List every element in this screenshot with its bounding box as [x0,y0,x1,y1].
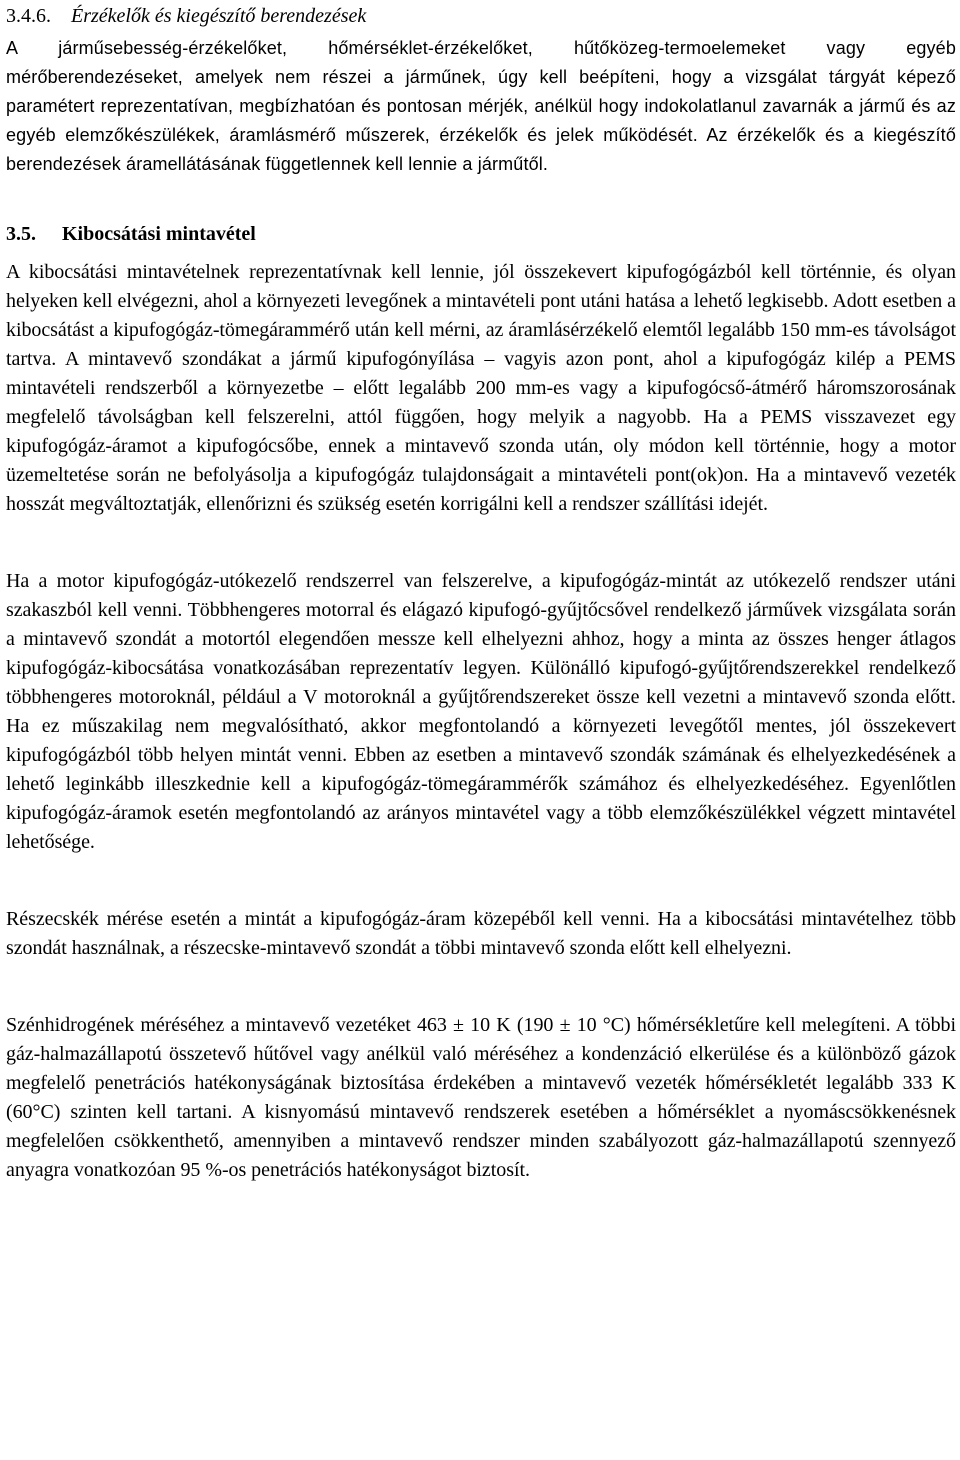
sampling-paragraph-1: A kibocsátási mintavételnek reprezentatívnak kell lennie, jól összekevert kipufogógázból kell történnie, és olyan helyeken kell elvégezni, ahol a környezeti levegőnek a mintavételi pont utáni hatása a lehető legkisebb. Adott esetben a kibocsátást a kipufogógáz-tömegárammérő után kell mérni, az áramlásérzékelő elemtől legalább 150 mm-es távolságot tartva. A mintavevő szondákat a jármű kipufogónyílása – vagyis azon pont, ahol a kipufogógáz kilép a PEMS mintavételi rendszerből a környezetbe – előtt legalább 200 mm-es vagy a kipufogócső-átmérő háromszorosának megfelelő távolságban kell felszerelni, attól függően, hogy melyik a nagyobb. Ha a PEMS visszavezet egy kipufogógáz-áramot a kipufogócsőbe, ennek a mintavevő szonda után, oly módon kell történnie, hogy a motor üzemeltetése során ne befolyásolja a kipufogógáz tulajdonságait a mintavételi pont(ok)on. Ha a mintavevő vezeték hosszát megváltoztatják, ellenőrizni és szükség esetén korrigálni kell a rendszer szállítási idejét. [6,261,956,515]
document-page [6,2,956,1185]
section-number: 3.4.6. [6,5,51,27]
sampling-paragraph-2: Ha a motor kipufogógáz-utókezelő rendszerrel van felszerelve, a kipufogógáz-mintát az utókezelő rendszer utáni szakaszból kell venni. Többhengeres motorral és elágazó kipufogó-gyűjtőcsővel rendelkező járművek vizsgálata során a mintavevő szondát a motortól elegendően messze kell elhelyezni ahhoz, hogy a minta az összes henger átlagos kipufogógáz-kibocsátása vonatkozásában reprezentatív legyen. Különálló kipufogó-gyűjtőrendszerekkel rendelkező többhengeres motoroknál, például a V motoroknál a gyűjtőrendszereket össze kell vezetni a mintavevő szonda előtt. Ha ez műszakilag nem megvalósítható, akkor megfontolandó a környezeti levegőtől mentes, jól összekevert kipufogógázból több helyen mintát venni. Ebben az esetben a mintavevő szondák számának és elhelyezkedésének a lehető leginkább illeszkednie kell a kipufogógáz-tömegárammérők számához és elhelyezkedéséhez. Egyenlőtlen kipufogógáz-áramok esetén megfontolandó az arányos mintavétel vagy a több elemzőkészülékkel végzett mintavétel lehetősége. [6,570,956,853]
sampling-paragraph-3: Részecskék mérése esetén a mintát a kipufogógáz-áram közepéből kell venni. Ha a kibocsátási mintavételhez több szondát használnak, a részecske-mintavevő szondát a többi mintavevő szonda előtt kell elhelyezni. [6,908,956,959]
section-title: Érzékelők és kiegészítő berendezések [71,5,367,27]
section-title: Kibocsátási mintavétel [62,223,256,245]
section-heading-3-5 [6,220,956,248]
section-heading-3-4-6 [6,2,956,30]
sensor-paragraph: A járműsebesség-érzékelőket, hőmérséklet-érzékelőket, hűtőközeg-termoelemeket vagy egyéb mérőberendezéseket, amelyek nem részei a járműnek, úgy kell beépíteni, hogy a vizsgálat tárgyát képező paramétert reprezentatívan, megbízhatóan és pontosan mérjék, anélkül hogy indokolatlanul zavarnák a jármű és az egyéb elemzőkészülékek, áramlásmérő műszerek, érzékelők és jelek működését. Az érzékelők és a kiegészítő berendezések áramellátásának függetlennek kell lennie a járműtől. [6,38,956,174]
sampling-paragraph-4: Szénhidrogének méréséhez a mintavevő vezetéket 463 ± 10 K (190 ± 10 °C) hőmérsékletűre kell melegíteni. A többi gáz-halmazállapotú összetevő hűtővel vagy anélkül való méréséhez a kondenzáció elkerülése és a különböző gázok megfelelő penetrációs hatékonyságának biztosítása érdekében a mintavevő vezeték hőmérsékletét legalább 333 K (60°C) szinten kell tartani. A kisnyomású mintavevő rendszerek esetében a hőmérséklet a nyomáscsökkenésnek megfelelően csökkenthető, amennyiben a mintavevő rendszer minden szabályozott gáz-halmazállapotú szennyező anyagra vonatkozóan 95 %-os penetrációs hatékonyságot biztosít. [6,1014,956,1181]
section-number: 3.5. [6,223,36,245]
